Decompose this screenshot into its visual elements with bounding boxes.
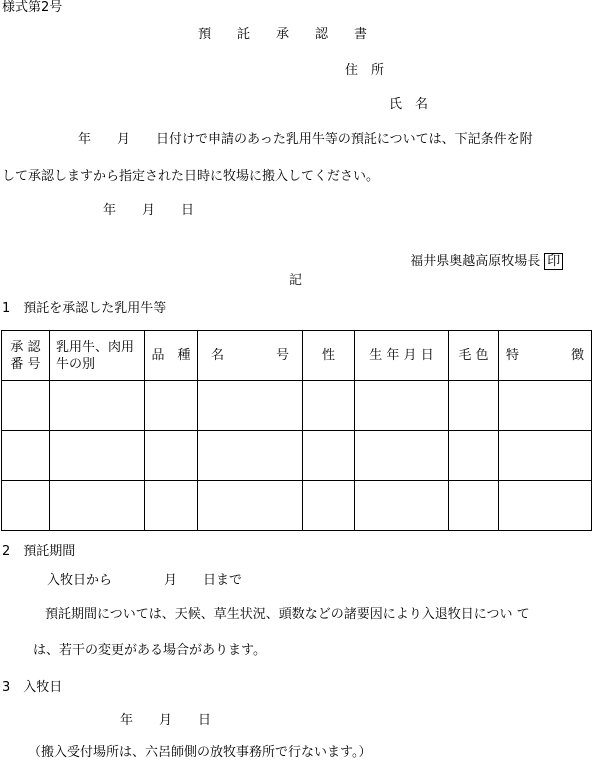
table-cell xyxy=(198,481,303,531)
column-header-line: 品 種 xyxy=(151,348,191,363)
column-header-line: 性 xyxy=(321,348,335,363)
table-cell xyxy=(499,381,592,431)
table-cell xyxy=(2,431,50,481)
column-header-line: 牛の別 xyxy=(56,356,96,372)
table-cell xyxy=(303,381,355,431)
column-header xyxy=(198,331,303,381)
column-header-line: 承 認 xyxy=(10,339,41,355)
table-cell xyxy=(2,381,50,431)
column-header xyxy=(449,331,499,381)
column-header xyxy=(303,331,355,381)
period-line-1: 入牧日から 月 日まで xyxy=(47,573,243,588)
table-cell xyxy=(145,431,198,481)
period-line-3: は、若干の変更がある場合があります。 xyxy=(33,643,266,658)
table-row xyxy=(2,431,592,481)
address-label: 住 所 xyxy=(345,63,385,78)
column-header xyxy=(2,331,50,381)
table-cell xyxy=(145,381,198,431)
ki-heading: 記 xyxy=(289,273,303,288)
seal-mark: 印 xyxy=(544,253,563,270)
name-label: 氏 名 xyxy=(389,97,429,112)
table-cell xyxy=(303,431,355,481)
column-header xyxy=(355,331,449,381)
issue-date: 年 月 日 xyxy=(103,203,195,218)
table-cell xyxy=(355,381,449,431)
table-row xyxy=(2,481,592,531)
column-header-line: 名 号 xyxy=(210,348,289,363)
cattle-table xyxy=(1,330,592,531)
section-2-heading: 2 預託期間 xyxy=(2,544,76,559)
column-header xyxy=(499,331,592,381)
column-header-line: 特 徴 xyxy=(505,348,584,363)
table-cell xyxy=(198,431,303,481)
body-line-1: 年 月 日付けで申請のあった乳用牛等の預託については、下記条件を附 xyxy=(78,132,533,147)
entry-date: 年 月 日 xyxy=(120,713,212,728)
column-header-line: 毛 色 xyxy=(458,348,489,363)
table-cell xyxy=(355,481,449,531)
table-cell xyxy=(2,481,50,531)
table-cell xyxy=(50,481,145,531)
column-header-line: 番 号 xyxy=(10,356,41,372)
column-header-line: 乳用牛、肉用 xyxy=(56,339,135,355)
table-cell xyxy=(198,381,303,431)
table-cell xyxy=(145,481,198,531)
column-header-line: 生 年 月 日 xyxy=(369,348,434,363)
table-cell xyxy=(50,381,145,431)
section-3-heading: 3 入牧日 xyxy=(2,680,63,695)
column-header xyxy=(50,331,145,381)
form-number: 様式第2号 xyxy=(2,0,63,15)
section-1-heading: 1 預託を承認した乳用牛等 xyxy=(2,301,167,316)
table-cell xyxy=(449,381,499,431)
table-cell xyxy=(50,431,145,481)
table-cell xyxy=(499,481,592,531)
table-cell xyxy=(303,481,355,531)
period-line-2: 預託期間については、天候、草生状況、頭数などの諸要因により入退牧日につい て xyxy=(45,607,530,622)
table-cell xyxy=(355,431,449,481)
reception-note: （搬入受付場所は、六呂師側の放牧事務所で行ないます。） xyxy=(28,745,372,760)
table-row xyxy=(2,381,592,431)
document-title: 預 託 承 認 書 xyxy=(198,27,368,42)
table-cell xyxy=(449,481,499,531)
signer-block xyxy=(402,237,563,270)
table-cell xyxy=(449,431,499,481)
body-line-2: して承認しますから指定された日時に牧場に搬入してください。 xyxy=(2,169,380,184)
signer-name: 福井県奥越高原牧場長 xyxy=(410,254,541,269)
table-header-row xyxy=(2,331,592,381)
table-cell xyxy=(499,431,592,481)
column-header xyxy=(145,331,198,381)
